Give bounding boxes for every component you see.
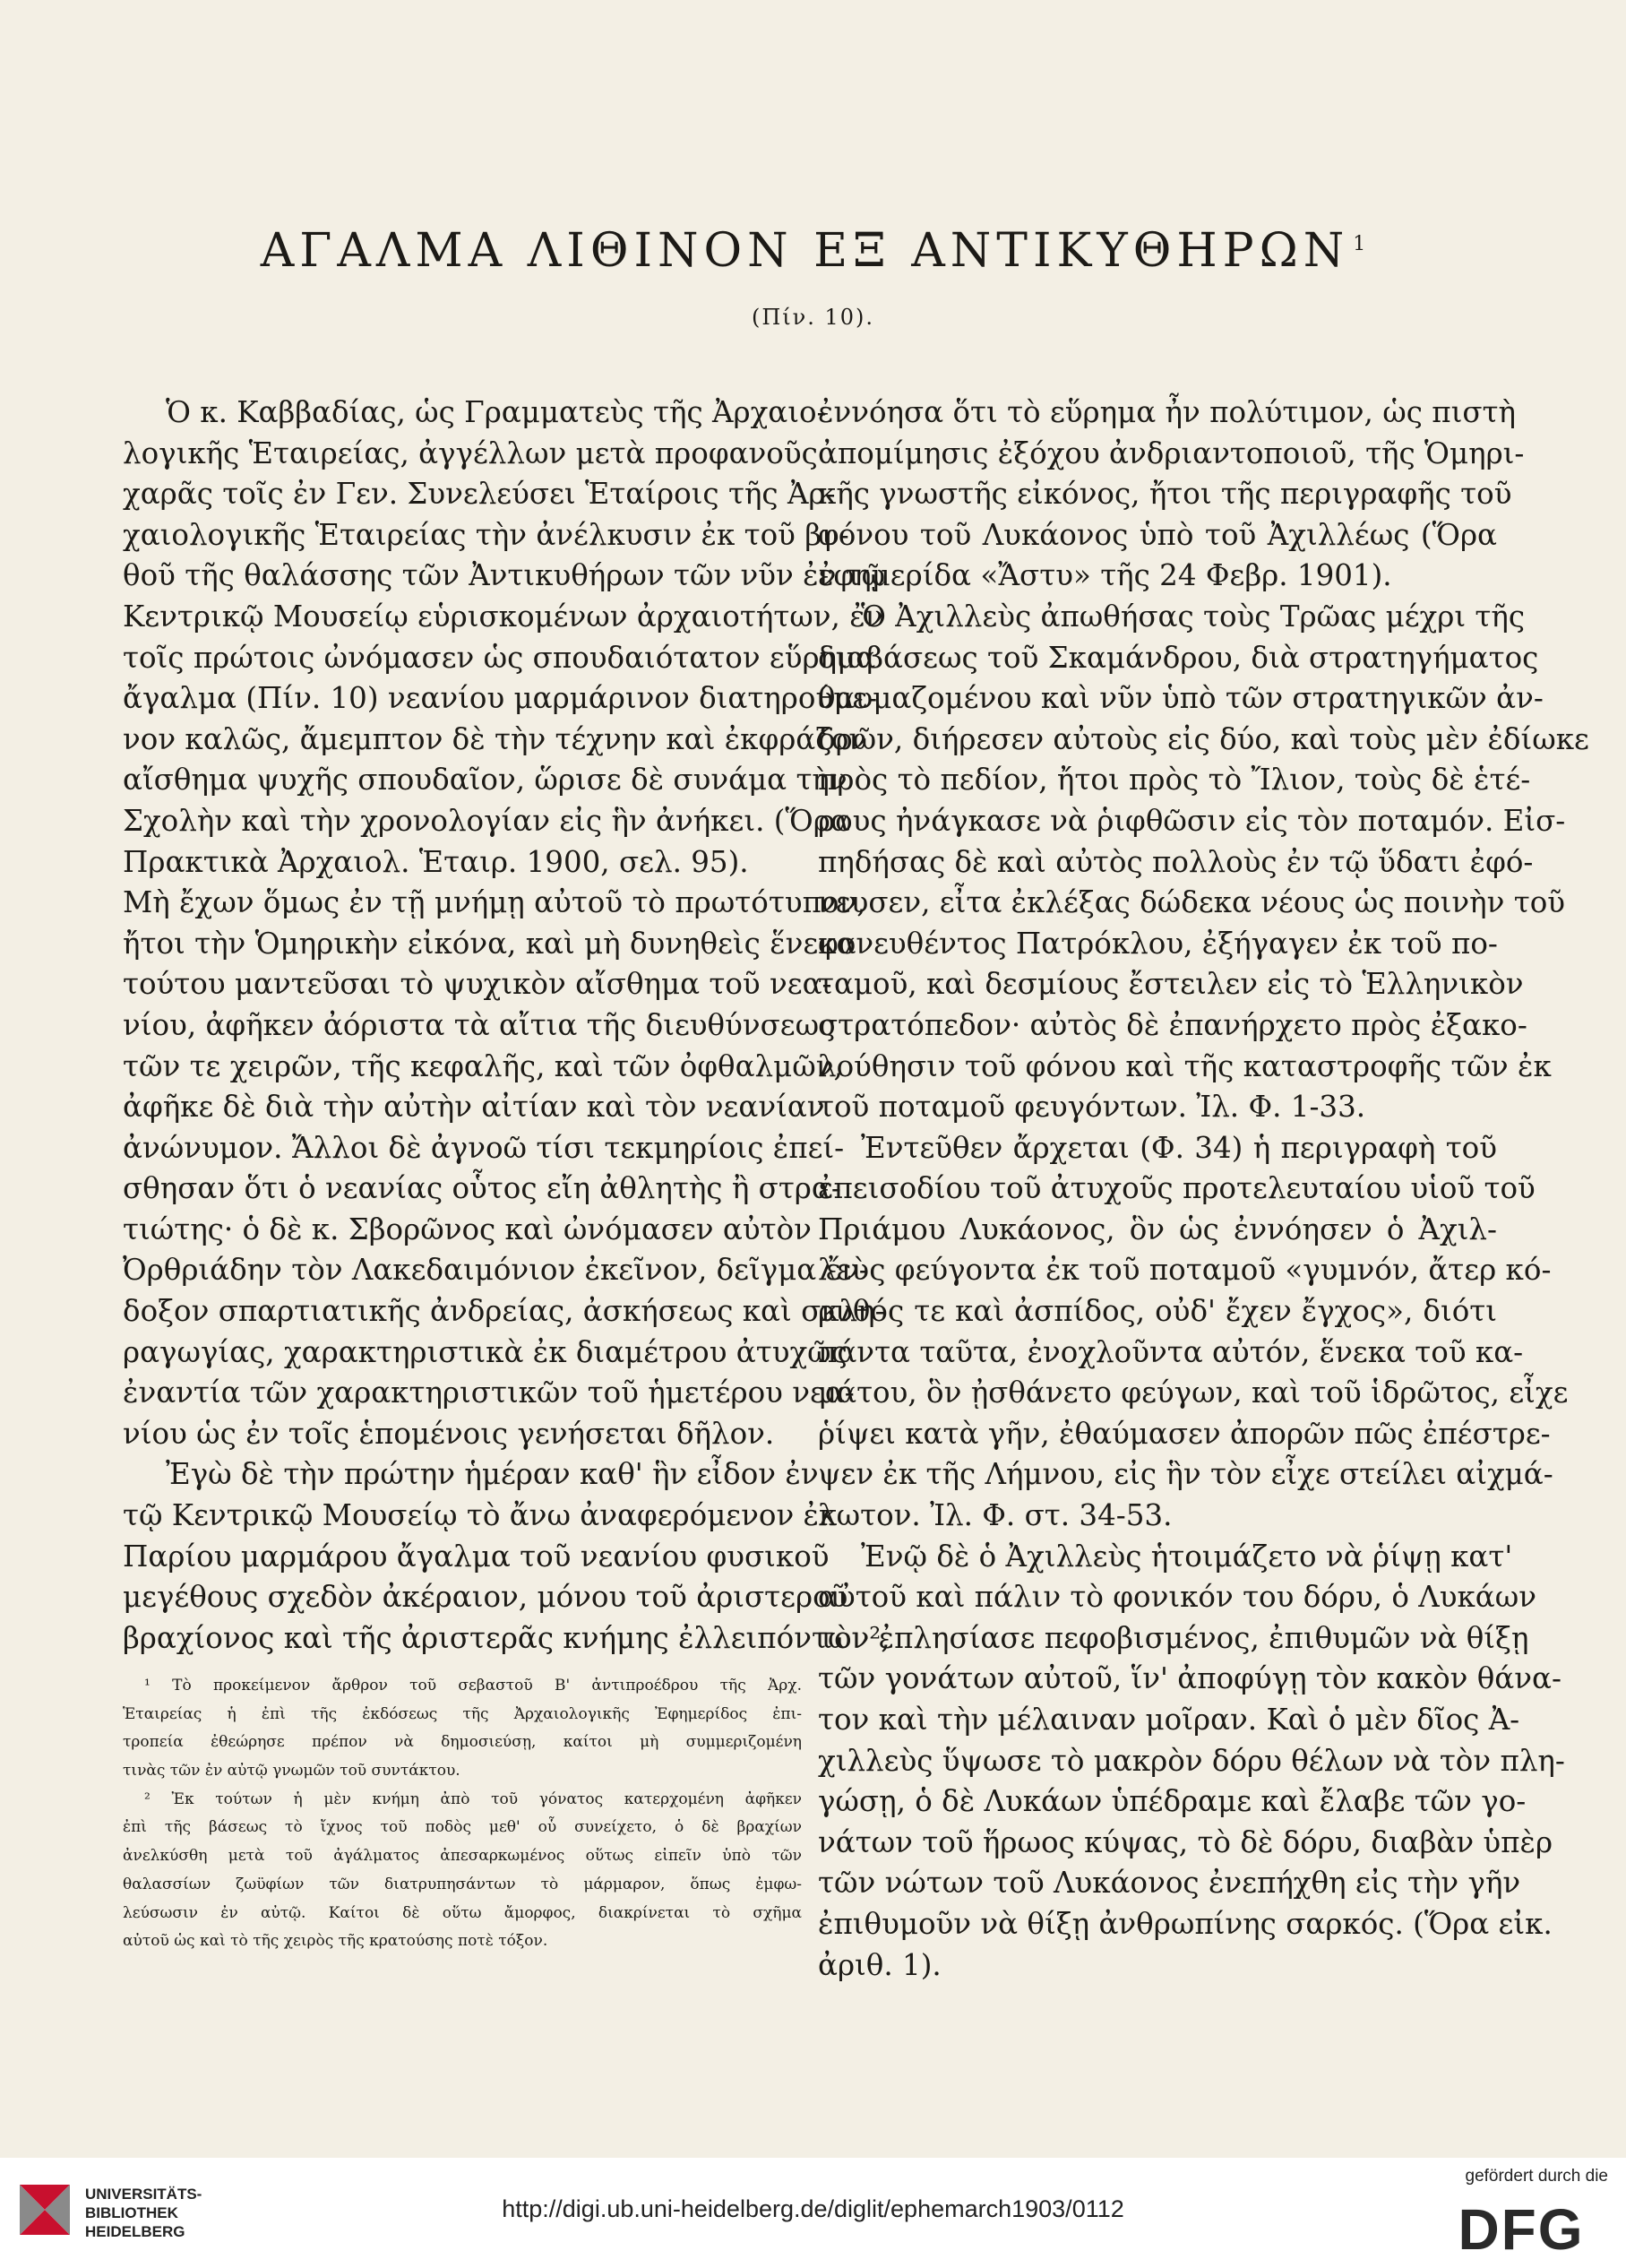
- text-line: ἐννόησα ὅτι τὸ εὕρημα ἦν πολύτιμον, ὡς πιστὴ: [818, 395, 1516, 429]
- dfg-logo-text: DFG: [1458, 2197, 1585, 2256]
- left-text-column: [123, 392, 890, 1659]
- text-line: ² Ἐκ τούτων ἡ μὲν κνήμη ἀπὸ τοῦ γόνατος κατερχομένη ἀφῆκεν: [144, 1789, 802, 1808]
- plate-reference: (Πίν. 10).: [751, 305, 875, 330]
- text-line: θαλασσίων ζωϋφίων τῶν διατρυπησάντων τὸ μάρμαρον, ὅπως ἐμφω-: [123, 1875, 802, 1893]
- text-line: νευσεν, εἶτα ἐκλέξας δώδεκα νέους ὡς ποινὴν τοῦ: [818, 885, 1566, 920]
- text-line: λεὺς φεύγοντα ἐκ τοῦ ποταμοῦ «γυμνόν, ἄτερ κό-: [818, 1253, 1552, 1288]
- text-line: λωτον. Ἰλ. Φ. στ. 34-53.: [818, 1498, 1173, 1533]
- text-line: διαβάσεως τοῦ Σκαμάνδρου, διὰ στρατηγήματος: [818, 640, 1539, 675]
- text-line: ἄγαλμα (Πίν. 10) νεανίου μαρμάρινον διατηρούμε-: [123, 681, 878, 716]
- text-line: τροπεία ἐθεώρησε πρέπον νὰ δημοσιεύσῃ, καίτοι μὴ συμμεριζομένη: [123, 1733, 802, 1752]
- right-text-column: [818, 392, 1589, 1986]
- text-line: τινὰς τῶν ἐν αὐτῷ γνωμῶν τοῦ συντάκτου.: [123, 1762, 460, 1781]
- text-line: Ἐγὼ δὲ τὴν πρώτην ἡμέραν καθ' ἣν εἶδον ἐν: [166, 1457, 819, 1492]
- text-line: ῥίψει κατὰ γῆν, ἐθαύμασεν ἀπορῶν πῶς ἐπέστρε-: [818, 1416, 1551, 1451]
- text-line: τοῖς πρώτοις ὠνόμασεν ὡς σπουδαιότατον εὕρημα: [123, 640, 876, 675]
- footnotes: [123, 1672, 802, 1956]
- text-line: τῶν νώτων τοῦ Λυκάονος ἐνεπήχθη εἰς τὴν γῆν: [818, 1866, 1521, 1901]
- text-line: Πρακτικὰ Ἀρχαιολ. Ἑταιρ. 1900, σελ. 95).: [123, 844, 749, 879]
- text-line: ἐναντία τῶν χαρακτηριστικῶν τοῦ ἡμετέρου νεα-: [123, 1375, 855, 1410]
- text-line: χαρᾶς τοῖς ἐν Γεν. Συνελεύσει Ἑταίροις τῆς Ἀρ-: [123, 477, 836, 512]
- text-line: θαυμαζομένου καὶ νῦν ὑπὸ τῶν στρατηγικῶν ἀν-: [818, 681, 1544, 716]
- text-line: τιώτης· ὁ δὲ κ. Σβορῶνος καὶ ὠνόμασεν αὐτὸν: [123, 1212, 812, 1246]
- footer-bar: [0, 2158, 1626, 2268]
- text-line: τῷ Κεντρικῷ Μουσείῳ τὸ ἄνω ἀναφερόμενον ἐκ: [123, 1498, 838, 1533]
- text-line: ψεν ἐκ τῆς Λήμνου, εἰς ἣν τὸν εἶχε στείλει αἰχμά-: [818, 1457, 1553, 1492]
- text-line: ραγωγίας, χαρακτηριστικὰ ἐκ διαμέτρου ἀτυχῶς: [123, 1334, 847, 1369]
- text-line: τῶν γονάτων αὐτοῦ, ἵν' ἀποφύγῃ τὸν κακὸν θάνα-: [818, 1661, 1561, 1696]
- article-title: [0, 224, 1626, 278]
- text-line: φονευθέντος Πατρόκλου, ἐξήγαγεν ἐκ τοῦ πο-: [818, 926, 1498, 961]
- text-line: αἴσθημα ψυχῆς σπουδαῖον, ὥρισε δὲ συνάμα τὴν: [123, 763, 847, 798]
- text-line: Πριάμου Λυκάονος, ὃν ὡς ἐννόησεν ὁ Ἀχιλ-: [818, 1212, 1497, 1246]
- text-line: δοξον σπαρτιατικῆς ἀνδρείας, ἀσκήσεως καὶ σκλη-: [123, 1294, 885, 1329]
- text-line: φόνου τοῦ Λυκάονος ὑπὸ τοῦ Ἀχιλλέως (Ὅρα: [818, 517, 1497, 552]
- text-line: Ὁ Ἀχιλλεὺς ἀπωθήσας τοὺς Τρῶας μέχρι τῆς: [861, 599, 1526, 634]
- text-line: θοῦ τῆς θαλάσσης τῶν Ἀντικυθήρων τῶν νῦν ἐν τῷ: [123, 558, 886, 593]
- text-line: βραχίονος καὶ τῆς ἀριστερᾶς κνήμης ἐλλειπόντων²,: [123, 1620, 890, 1655]
- text-line: ¹ Τὸ προκείμενον ἄρθρον τοῦ σεβαστοῦ Β' ἀντιπροέδρου τῆς Ἀρχ.: [144, 1677, 802, 1695]
- text-line: Ἐντεῦθεν ἄρχεται (Φ. 34) ἡ περιγραφὴ τοῦ: [861, 1130, 1497, 1165]
- text-line: ἀριθ. 1).: [818, 1947, 942, 1982]
- text-line: στρατόπεδον· αὐτὸς δὲ ἐπανήρχετο πρὸς ἐξακο-: [818, 1007, 1527, 1042]
- text-line: χιλλεὺς ὕψωσε τὸ μακρὸν δόρυ θέλων νὰ τὸν πλη-: [818, 1743, 1565, 1778]
- article-title-text: ΑΓΑΛΜΑ ΛΙΘΙΝΟΝ ΕΞ ΑΝΤΙΚΥΘΗΡΩΝ: [260, 224, 1350, 278]
- text-line: ἐπεισοδίου τοῦ ἀτυχοῦς προτελευταίου υἱοῦ τοῦ: [818, 1171, 1536, 1206]
- text-line: μάτου, ὃν ᾐσθάνετο φεύγων, καὶ τοῦ ἱδρῶτος, εἶχε: [818, 1375, 1569, 1410]
- text-line: τὸν ἐπλησίασε πεφοβισμένος, ἐπιθυμῶν νὰ θίξῃ: [818, 1620, 1529, 1655]
- text-line: πηδήσας δὲ καὶ αὐτὸς πολλοὺς ἐν τῷ ὕδατι ἐφό-: [818, 844, 1534, 879]
- text-line: ρυθός τε καὶ ἀσπίδος, οὐδ' ἔχεν ἔγχος», διότι: [818, 1294, 1497, 1329]
- library-name-line-3: HEIDELBERG: [85, 2223, 185, 2240]
- text-line: Παρίου μαρμάρου ἄγαλμα τοῦ νεανίου φυσικοῦ: [123, 1539, 830, 1574]
- text-line: πρὸς τὸ πεδίον, ἤτοι πρὸς τὸ Ἴλιον, τοὺς δὲ ἑτέ-: [818, 763, 1531, 798]
- text-line: λεύσωσιν ἐν αὐτῷ. Καίτοι δὲ οὕτω ἄμορφος, διακρίνεται τὸ σχῆμα: [123, 1903, 802, 1922]
- text-line: νάτων τοῦ ἥρωος κύψας, τὸ δὲ δόρυ, διαβὰν ὑπὲρ: [818, 1824, 1553, 1859]
- text-line: πάντα ταῦτα, ἐνοχλοῦντα αὐτόν, ἕνεκα τοῦ κα-: [818, 1334, 1524, 1369]
- text-line: ἐφημερίδα «Ἄστυ» τῆς 24 Φεβρ. 1901).: [818, 558, 1392, 593]
- funded-by-label: gefördert durch die: [1465, 2167, 1608, 2186]
- text-line: Μὴ ἔχων ὅμως ἐν τῇ μνήμῃ αὐτοῦ τὸ πρωτότυπον,: [123, 885, 866, 920]
- text-line: αὐτοῦ ὡς καὶ τὸ τῆς χειρὸς τῆς κρατούσης ποτὲ τόξον.: [123, 1932, 548, 1951]
- library-name-line-2: BIBLIOTHEK: [85, 2204, 178, 2221]
- text-line: ἐπιθυμοῦν νὰ θίξῃ ἀνθρωπίνης σαρκός. (Ὅρα εἰκ.: [818, 1906, 1553, 1941]
- permalink-url[interactable]: http://digi.ub.uni-heidelberg.de/diglit/ephemarch1903/0112: [502, 2195, 1124, 2222]
- text-line: νίου, ἀφῆκεν ἀόριστα τὰ αἴτια τῆς διευθύνσεως: [123, 1007, 836, 1042]
- text-line: Ὁ κ. Καββαδίας, ὡς Γραμματεὺς τῆς Ἀρχαιο-: [166, 395, 827, 429]
- text-line: χαιολογικῆς Ἑταιρείας τὴν ἀνέλκυσιν ἐκ τοῦ βυ-: [123, 517, 849, 552]
- text-line: ἀνώνυμον. Ἄλλοι δὲ ἀγνοῶ τίσι τεκμηρίοις ἐπεί-: [123, 1130, 845, 1165]
- text-line: κῆς γνωστῆς εἰκόνος, ἤτοι τῆς περιγραφῆς τοῦ: [818, 477, 1512, 512]
- text-line: ἀπομίμησις ἐξόχου ἀνδριαντοποιοῦ, τῆς Ὁμηρι-: [818, 435, 1525, 470]
- text-line: νίου ὡς ἐν τοῖς ἑπομένοις γενήσεται δῆλον.: [123, 1416, 775, 1451]
- text-line: τοῦ ποταμοῦ φευγόντων. Ἰλ. Φ. 1-33.: [818, 1090, 1366, 1125]
- text-line: Ἑταιρείας ἡ ἐπὶ τῆς ἐκδόσεως τῆς Ἀρχαιολογικῆς Ἐφημερίδος ἐπι-: [123, 1704, 802, 1723]
- text-line: αὐτοῦ καὶ πάλιν τὸ φονικόν του δόρυ, ὁ Λυκάων: [818, 1580, 1537, 1615]
- text-line: τούτου μαντεῦσαι τὸ ψυχικὸν αἴσθημα τοῦ νεα-: [123, 967, 832, 1002]
- text-line: ἐπὶ τῆς βάσεως τὸ ἴχνος τοῦ ποδὸς μεθ' οὗ συνείχετο, ὁ δὲ βραχίων: [123, 1818, 802, 1837]
- library-name-line-1: UNIVERSITÄTS-: [85, 2186, 202, 2203]
- text-line: Ὀρθριάδην τὸν Λακεδαιμόνιον ἐκεῖνον, δεῖγμα ἔν-: [123, 1253, 869, 1288]
- text-line: Ἐνῷ δὲ ὁ Ἀχιλλεὺς ἡτοιμάζετο νὰ ῥίψῃ κατ': [861, 1539, 1513, 1574]
- text-line: νον καλῶς, ἄμεμπτον δὲ τὴν τέχνην καὶ ἐκφράζον: [123, 721, 867, 756]
- text-line: λογικῆς Ἑταιρείας, ἀγγέλλων μετὰ προφανοῦς: [123, 435, 818, 470]
- text-line: ἀφῆκε δὲ διὰ τὴν αὐτὴν αἰτίαν καὶ τὸν νεανίαν: [123, 1090, 825, 1125]
- text-line: γώσῃ, ὁ δὲ Λυκάων ὑπέδραμε καὶ ἔλαβε τῶν γο-: [818, 1784, 1527, 1819]
- dfg-logo-icon: [1436, 2197, 1606, 2256]
- text-line: Σχολὴν καὶ τὴν χρονολογίαν εἰς ἣν ἀνήκει. (Ὅρα: [123, 803, 850, 838]
- text-line: τον καὶ τὴν μέλαιναν μοῖραν. Καὶ ὁ μὲν δῖος Ἀ-: [818, 1703, 1520, 1737]
- text-line: ρους ἠνάγκασε νὰ ῥιφθῶσιν εἰς τὸν ποταμόν. Εἰσ-: [818, 803, 1566, 838]
- text-line: σθησαν ὅτι ὁ νεανίας οὗτος εἴη ἀθλητὴς ἢ στρα-: [123, 1171, 841, 1206]
- text-line: ἤτοι τὴν Ὁμηρικὴν εἰκόνα, καὶ μὴ δυνηθεὶς ἕνεκα: [123, 926, 856, 961]
- title-footnote-marker: 1: [1353, 232, 1366, 255]
- text-line: δρῶν, διήρεσεν αὐτοὺς εἰς δύο, καὶ τοὺς μὲν ἐδίωκε: [818, 721, 1589, 756]
- text-line: ἀνελκύσθη μετὰ τοῦ ἀγάλματος ἀπεσαρκωμένος οὕτως εἰπεῖν ὑπὸ τῶν: [123, 1847, 802, 1866]
- text-line: μεγέθους σχεδὸν ἀκέραιον, μόνου τοῦ ἀριστεροῦ: [123, 1580, 848, 1615]
- text-line: ταμοῦ, καὶ δεσμίους ἔστειλεν εἰς τὸ Ἑλληνικὸν: [818, 967, 1524, 1002]
- text-line: λούθησιν τοῦ φόνου καὶ τῆς καταστροφῆς τῶν ἐκ: [818, 1048, 1552, 1083]
- text-line: τῶν τε χειρῶν, τῆς κεφαλῆς, καὶ τῶν ὀφθαλμῶν,: [123, 1048, 843, 1083]
- text-line: Κεντρικῷ Μουσείῳ εὑρισκομένων ἀρχαιοτήτων, ἐν: [123, 599, 883, 634]
